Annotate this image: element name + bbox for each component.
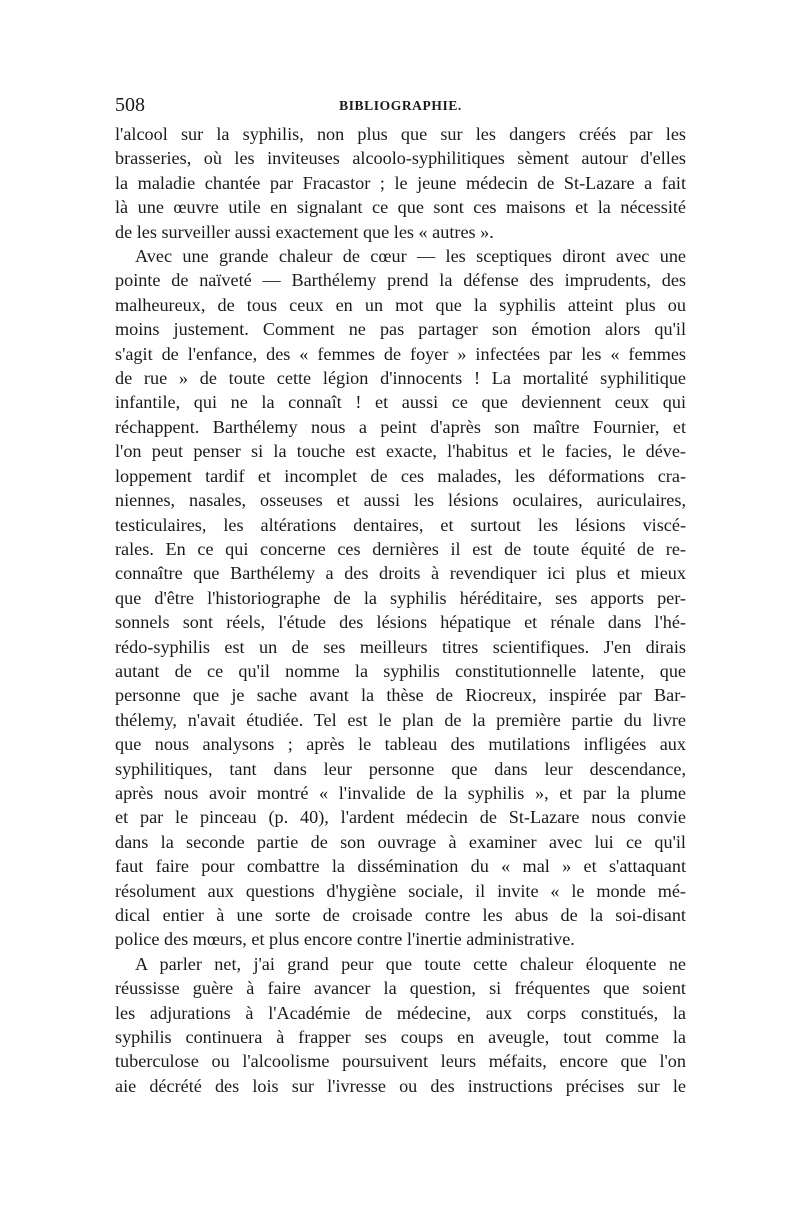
text-line: les adjurations à l'Académie de médecine, aux corps constitués, la bbox=[115, 1002, 686, 1023]
text-line: réussisse guère à faire avancer la question, si fréquentes que soient bbox=[115, 978, 686, 999]
text-line: de rue » de toute cette légion d'innocents ! La mortalité syphilitique bbox=[115, 368, 686, 389]
text-line: loppement tardif et incomplet de ces malades, les déformations cra- bbox=[115, 465, 686, 486]
text-line: sonnels sont réels, l'étude des lésions hépatique et rénale dans l'hé- bbox=[115, 612, 686, 633]
text-line: réchappent. Barthélemy nous a peint d'après son maître Fournier, et bbox=[115, 416, 686, 437]
book-page bbox=[115, 92, 686, 1098]
text-line: la maladie chantée par Fracastor ; le jeune médecin de St-Lazare a fait bbox=[115, 172, 686, 193]
text-line: que d'être l'historiographe de la syphilis héréditaire, ses apports per- bbox=[115, 587, 686, 608]
text-line: et par le pinceau (p. 40), l'ardent médecin de St-Lazare nous convie bbox=[115, 807, 686, 828]
text-line: l'alcool sur la syphilis, non plus que sur les dangers créés par les bbox=[115, 124, 686, 144]
page-number: 508 bbox=[115, 94, 145, 116]
text-line: rédo-syphilis est un de ses meilleurs titres scientifiques. J'en dirais bbox=[115, 636, 686, 657]
text-line: Avec une grande chaleur de cœur — les sceptiques diront avec une bbox=[135, 246, 686, 267]
text-line: de les surveiller aussi exactement que les « autres ». bbox=[115, 221, 494, 242]
text-line: l'on peut penser si la touche est exacte, l'habitus et le facies, le déve- bbox=[115, 441, 686, 462]
text-line: pointe de naïveté — Barthélemy prend la défense des imprudents, des bbox=[115, 270, 686, 291]
text-line: niennes, nasales, osseuses et aussi les lésions oculaires, auriculaires, bbox=[115, 490, 686, 511]
text-line: syphilitiques, tant dans leur personne que dans leur descendance, bbox=[115, 758, 686, 779]
page-header bbox=[115, 92, 686, 122]
text-line: connaître que Barthélemy a des droits à revendiquer ici plus et mieux bbox=[115, 563, 686, 584]
text-line: tuberculose ou l'alcoolisme poursuivent leurs méfaits, encore que l'on bbox=[115, 1051, 686, 1072]
text-line: après nous avoir montré « l'invalide de la syphilis », et par la plume bbox=[115, 782, 686, 803]
body-text bbox=[115, 122, 686, 1098]
text-line: faut faire pour combattre la dissémination du « mal » et s'attaquant bbox=[115, 856, 686, 877]
text-line: moins justement. Comment ne pas partager son émotion alors qu'il bbox=[115, 319, 686, 340]
text-line: autant de ce qu'il nomme la syphilis constitutionnelle latente, que bbox=[115, 660, 686, 681]
text-line: brasseries, où les inviteuses alcoolo-syphilitiques sèment autour d'elles bbox=[115, 148, 686, 169]
text-line: dans la seconde partie de son ouvrage à examiner avec lui ce qu'il bbox=[115, 831, 686, 852]
text-line: résolument aux questions d'hygiène sociale, il invite « le monde mé- bbox=[115, 880, 686, 901]
text-line: thélemy, n'avait étudiée. Tel est le plan de la première partie du livre bbox=[115, 709, 686, 730]
text-line: A parler net, j'ai grand peur que toute cette chaleur éloquente ne bbox=[135, 953, 686, 974]
text-line: testiculaires, les altérations dentaires, et surtout les lésions viscé- bbox=[115, 514, 686, 535]
text-line: syphilis continuera à frapper ses coups en aveugle, tout comme la bbox=[115, 1027, 686, 1048]
text-line: là une œuvre utile en signalant ce que sont ces maisons et la nécessité bbox=[115, 197, 686, 218]
text-line: s'agit de l'enfance, des « femmes de foyer » infectées par les « femmes bbox=[115, 343, 686, 364]
text-line: rales. En ce qui concerne ces dernières il est de toute équité de re- bbox=[115, 538, 686, 559]
running-head: BIBLIOGRAPHIE. bbox=[339, 98, 462, 113]
text-line: aie décrété des lois sur l'ivresse ou des instructions précises sur le bbox=[115, 1075, 686, 1096]
text-line: que nous analysons ; après le tableau des mutilations infligées aux bbox=[115, 734, 686, 755]
text-line: personne que je sache avant la thèse de Riocreux, inspirée par Bar- bbox=[115, 685, 686, 706]
text-line: infantile, qui ne la connaît ! et aussi ce que deviennent ceux qui bbox=[115, 392, 686, 413]
text-line: malheureux, de tous ceux en un mot que la syphilis atteint plus ou bbox=[115, 294, 686, 315]
text-line: dical entier à une sorte de croisade contre les abus de la soi-disant bbox=[115, 905, 686, 925]
text-line: police des mœurs, et plus encore contre l'inertie administrative. bbox=[115, 929, 575, 950]
